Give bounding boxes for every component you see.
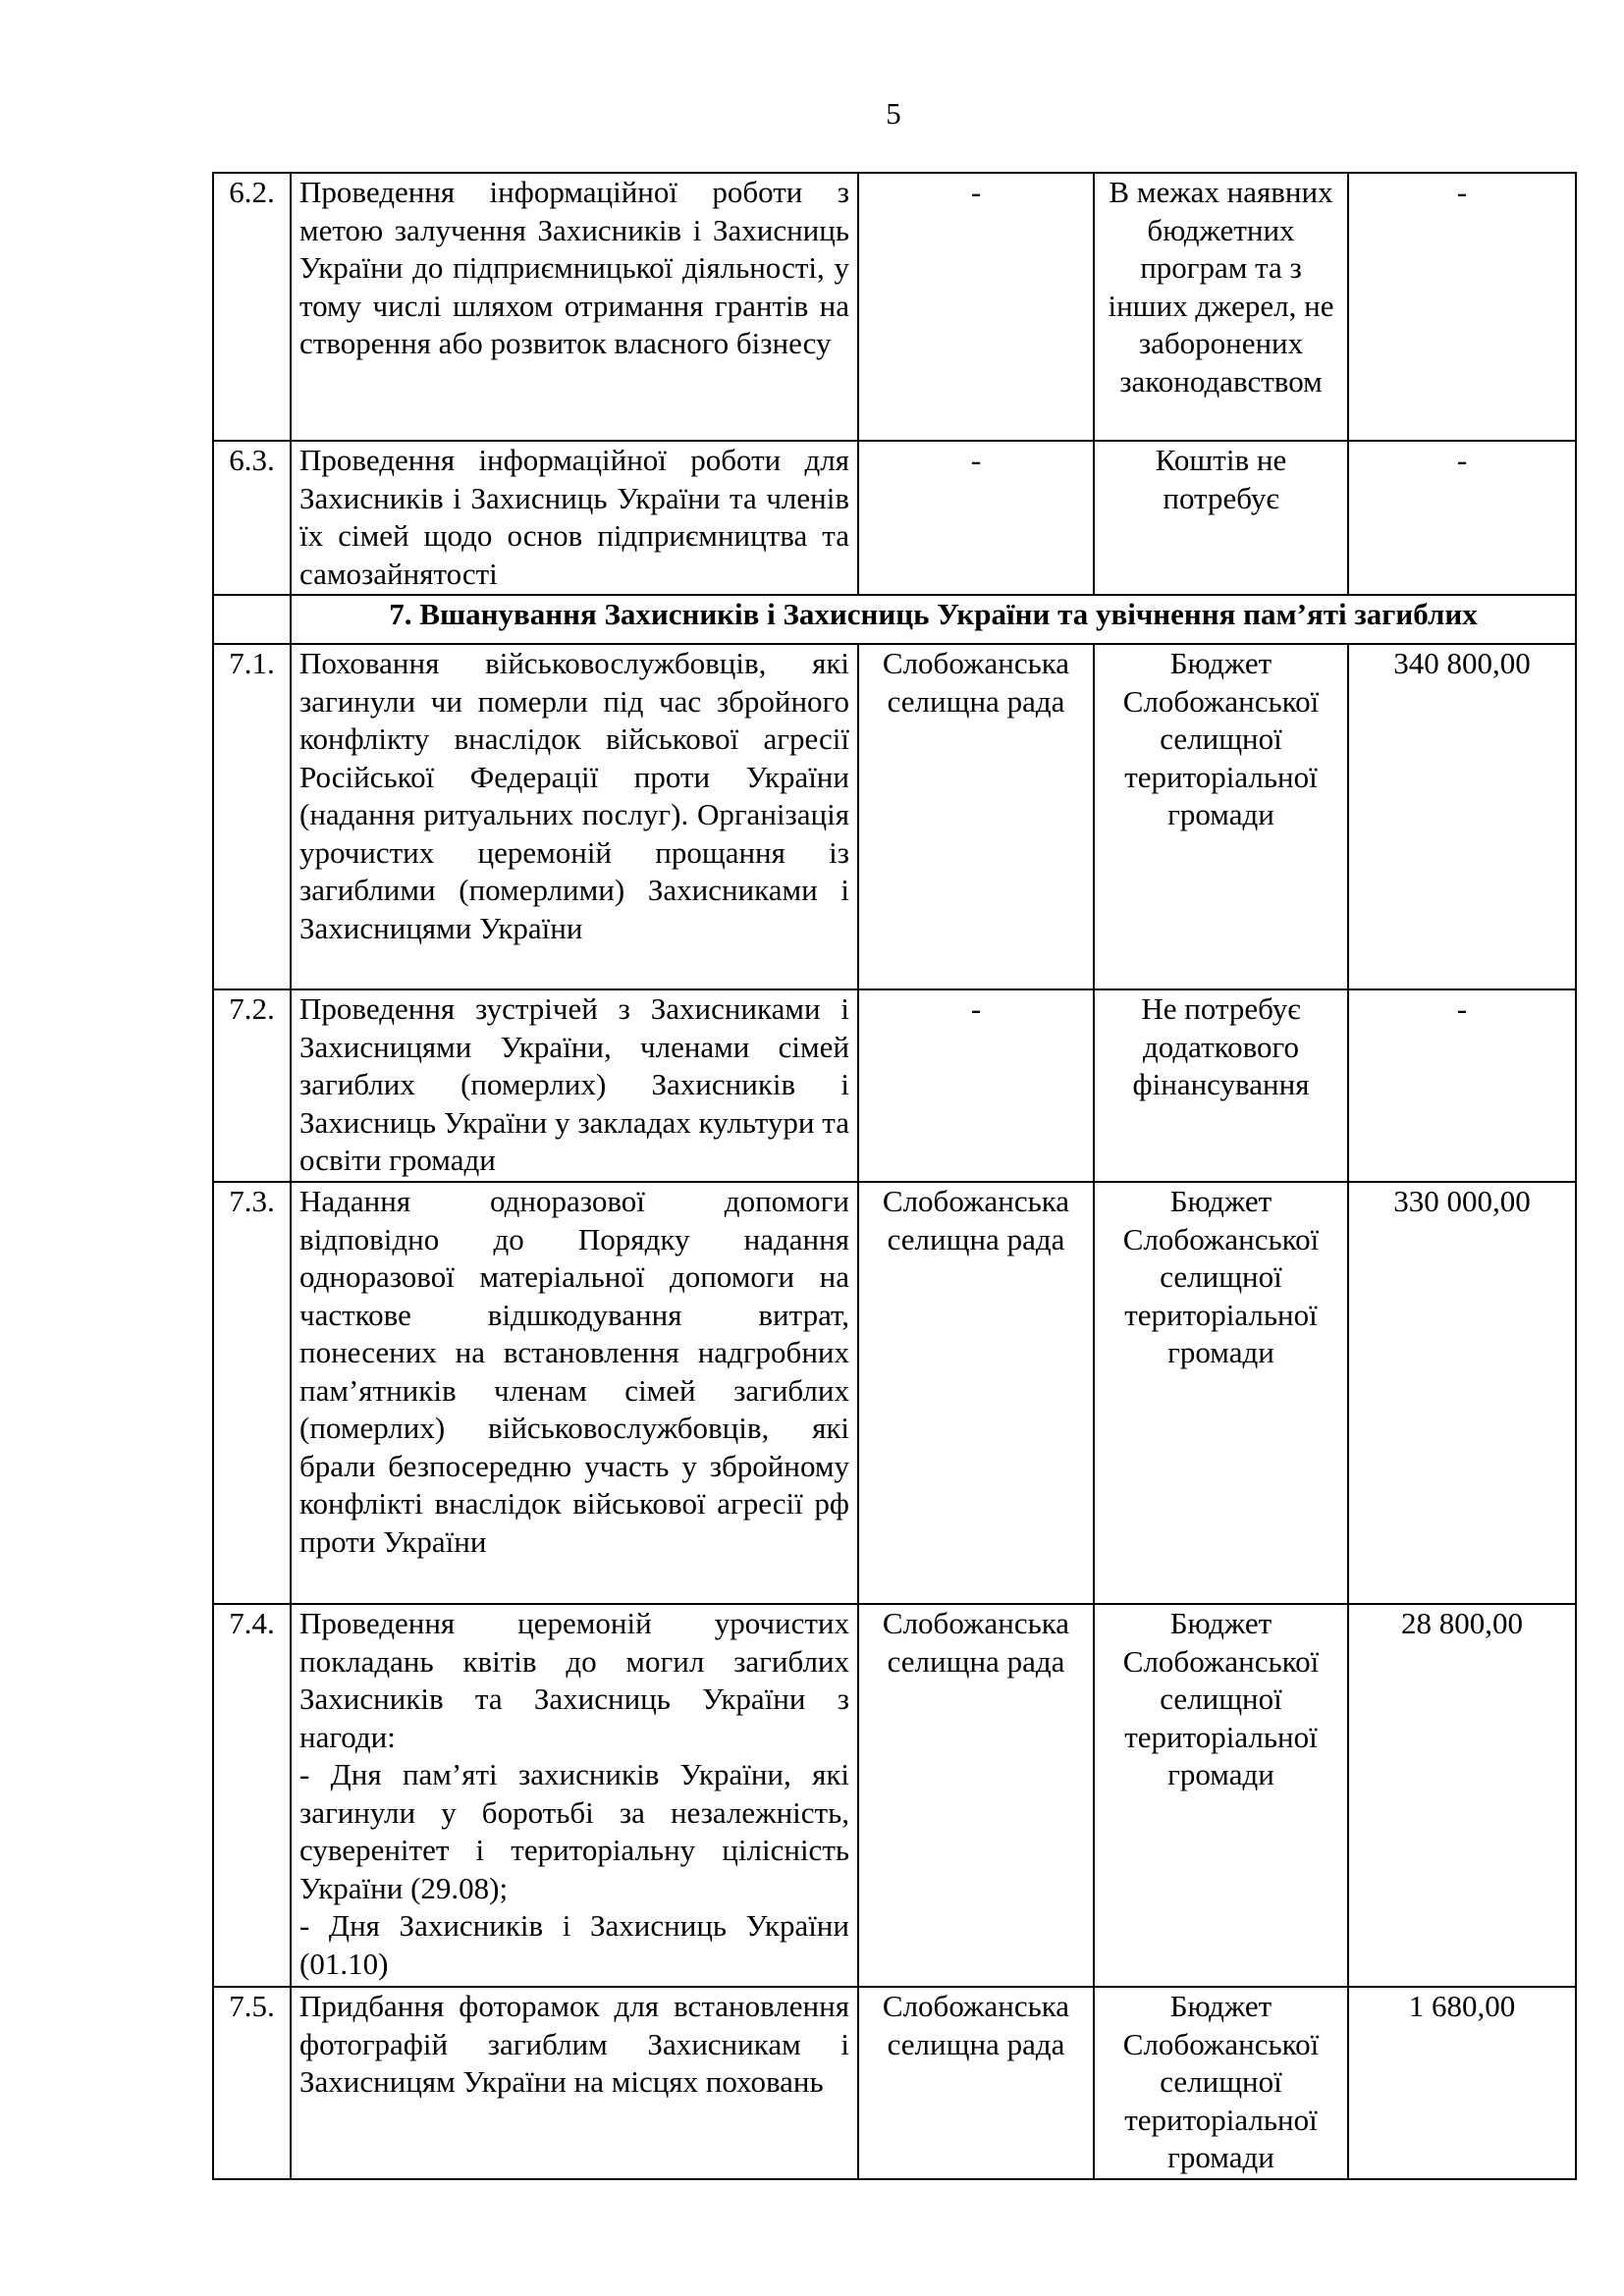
page-number: 5	[886, 96, 901, 131]
row-number: 7.2.	[213, 989, 291, 1182]
measure-cell: Надання одноразової допомоги відповідно до Порядку надання одноразової матеріальної допомоги на часткове відшкодування витрат, понесених на встановлення надгробних пам’ятників членам сімей загиблих (померлих) військовослужбовців, які брали безпосередню участь у збройному конфлікті внаслідок військової агресії рф проти України	[291, 1182, 858, 1604]
amount-cell: 340 800,00	[1348, 644, 1576, 989]
executor-cell: -	[858, 173, 1094, 441]
table-row	[213, 644, 1576, 989]
executor-cell: Слобожанська селищна рада	[858, 1987, 1094, 2179]
row-number: 6.3.	[213, 441, 291, 595]
funding-source-cell: Не потребує додаткового фінансування	[1094, 989, 1348, 1182]
measure-item: - Дня пам’яті захисників України, які загинули у боротьбі за незалежність, суверенітет і територіальну цілісність України (29.08);	[299, 1757, 849, 1905]
table-row	[213, 1182, 1576, 1604]
funding-source-cell: В межах наявних бюджетних програм та з інших джерел, не заборонених законодавством	[1094, 173, 1348, 441]
measure-cell: Поховання військовослужбовців, які загинули чи померли під час збройного конфлікту внаслідок військової агресії Російської Федерації проти України (надання ритуальних послуг). Організація урочистих церемоній прощання із загиблими (померлими) Захисниками і Захисницями України	[291, 644, 858, 989]
table-row	[213, 173, 1576, 441]
row-number: 6.2.	[213, 173, 291, 441]
row-number: 7.4.	[213, 1604, 291, 1987]
amount-cell: -	[1348, 173, 1576, 441]
funding-source-cell: Коштів не потребує	[1094, 441, 1348, 595]
amount-cell: -	[1348, 989, 1576, 1182]
funding-source-cell: Бюджет Слобожанської селищної територіальної громади	[1094, 1182, 1348, 1604]
amount-cell: -	[1348, 441, 1576, 595]
row-number: 7.3.	[213, 1182, 291, 1604]
measure-cell	[291, 1604, 858, 1987]
table-row	[213, 441, 1576, 595]
amount-cell: 28 800,00	[1348, 1604, 1576, 1987]
measure-cell: Проведення інформаційної роботи для Захисників і Захисниць України та членів їх сімей щодо основ підприємництва та самозайнятості	[291, 441, 858, 595]
executor-cell: -	[858, 441, 1094, 595]
row-number: 7.1.	[213, 644, 291, 989]
measures-table	[212, 172, 1577, 2180]
measure-intro: Проведення церемоній урочистих покладань квітів до могил загиблих Захисників та Захисниць України з нагоди:	[299, 1606, 849, 1754]
table-row	[213, 989, 1576, 1182]
executor-cell: Слобожанська селищна рада	[858, 1182, 1094, 1604]
measure-cell: Придбання фоторамок для встановлення фотографій загиблим Захисникам і Захисницям України на місцях поховань	[291, 1987, 858, 2179]
measure-item: - Дня Захисників і Захисниць України (01.10)	[299, 1908, 849, 1981]
section-title: 7. Вшанування Захисників і Захисниць України та увічнення пам’яті загиблих	[291, 595, 1576, 644]
executor-cell: Слобожанська селищна рада	[858, 644, 1094, 989]
measure-cell: Проведення інформаційної роботи з метою залучення Захисників і Захисниць України до підприємницької діяльності, у тому числі шляхом отримання грантів на створення або розвиток власного бізнесу	[291, 173, 858, 441]
table-row	[213, 1987, 1576, 2179]
funding-source-cell: Бюджет Слобожанської селищної територіальної громади	[1094, 644, 1348, 989]
executor-cell: -	[858, 989, 1094, 1182]
section-header-row	[213, 595, 1576, 644]
table-row	[213, 1604, 1576, 1987]
funding-source-cell: Бюджет Слобожанської селищної територіальної громади	[1094, 1604, 1348, 1987]
row-number: 7.5.	[213, 1987, 291, 2179]
section-spacer	[213, 595, 291, 644]
executor-cell: Слобожанська селищна рада	[858, 1604, 1094, 1987]
amount-cell: 1 680,00	[1348, 1987, 1576, 2179]
funding-source-cell: Бюджет Слобожанської селищної територіальної громади	[1094, 1987, 1348, 2179]
amount-cell: 330 000,00	[1348, 1182, 1576, 1604]
measure-cell: Проведення зустрічей з Захисниками і Захисницями України, членами сімей загиблих (померлих) Захисників і Захисниць України у закладах культури та освіти громади	[291, 989, 858, 1182]
